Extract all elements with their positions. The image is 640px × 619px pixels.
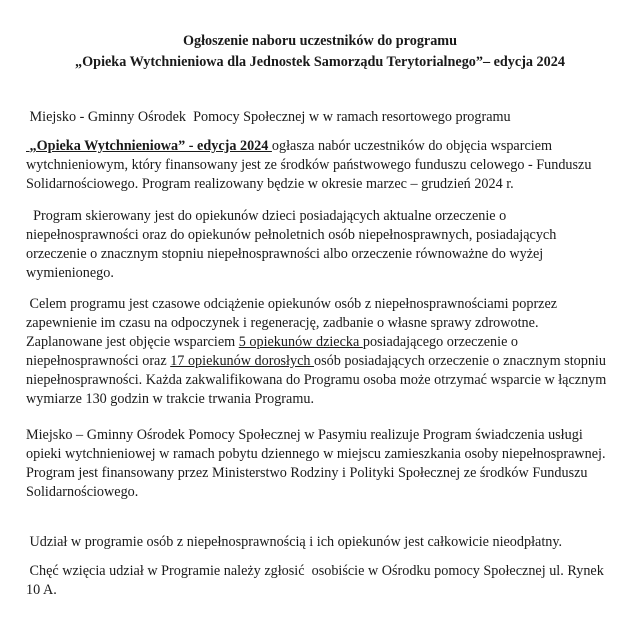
goal-text-1: Celem programu jest czasowe odciążenie opiekunów osób z niepełnosprawnościami poprzez zapewnienie im czasu na odpoczynek i regenerację, zadbanie o własne sprawy zdrowotne. Zaplanowane jest objęcie wsparciem: [26, 296, 561, 350]
free-participation-paragraph: Udział w programie osób z niepełnosprawnością i ich opiekunów jest całkowicie nieodpłatny.: [26, 534, 563, 550]
goal-text-2: posiadającego orzeczenie o niepełnosprawności oraz: [26, 334, 522, 369]
adult-caregivers-count: 17 opiekunów dorosłych: [170, 353, 315, 369]
child-caregivers-count: 5 opiekunów dziecka: [238, 334, 363, 350]
announcement-title: [0, 31, 640, 73]
registration-paragraph: Chęć wzięcia udział w Programie należy zgłosić osobiście w Ośrodku pomocy Społecznej ul. Rynek 10 A.: [26, 563, 608, 598]
title-line-1: Ogłoszenie naboru uczestników do programu: [182, 33, 458, 49]
goal-paragraph: [26, 295, 618, 409]
target-group-paragraph: Program skierowany jest do opiekunów dzieci posiadających aktualne orzeczenie o niepełnosprawności oraz do opiekunów pełnoletnich osób niepełnosprawnych, posiadających orzeczenie o znacznym stopniu niepełnosprawności albo orzeczenie równoważne do wyżej wymienionego.: [26, 208, 560, 281]
title-line-2: „Opieka Wytchnieniowa dla Jednostek Samorządu Terytorialnego”– edycja 2024: [75, 54, 565, 70]
goal-text-3: osób posiadających orzeczenie o znacznym stopniu niepełnosprawności. Każda zakwalifikowana do Programu osoba może otrzymać wsparcie w łącznym wymiarze 130 godzin w trakcie trwania Programu.: [26, 353, 610, 407]
program-name: „Opieka Wytchnieniowa” - edycja 2024: [26, 138, 272, 154]
implementation-paragraph: [26, 426, 618, 502]
program-paragraph: [26, 137, 618, 194]
implementation-text: Miejsko – Gminny Ośrodek Pomocy Społecznej w Pasymiu realizuje Program świadczenia usługi opieki wytchnieniowej w ramach pobytu dziennego w miejscu zamieszkania osoby niepełnosprawnej.: [26, 427, 606, 462]
intro-paragraph: Miejsko - Gminny Ośrodek Pomocy Społecznej w w ramach resortowego programu: [26, 109, 511, 125]
program-paragraph-text: ogłasza nabór uczestników do objęcia wsparciem wytchnieniowym, który finansowany jest ze środków państwowego funduszu celowego - Funduszu Solidarnościowego. Program realizowany będzie w okresie marzec – grudzień 2024 r.: [26, 138, 595, 192]
funding-text: Program jest finansowany przez Ministerstwo Rodziny i Polityki Społecznej ze środków Funduszu Solidarnościowego.: [26, 465, 588, 500]
